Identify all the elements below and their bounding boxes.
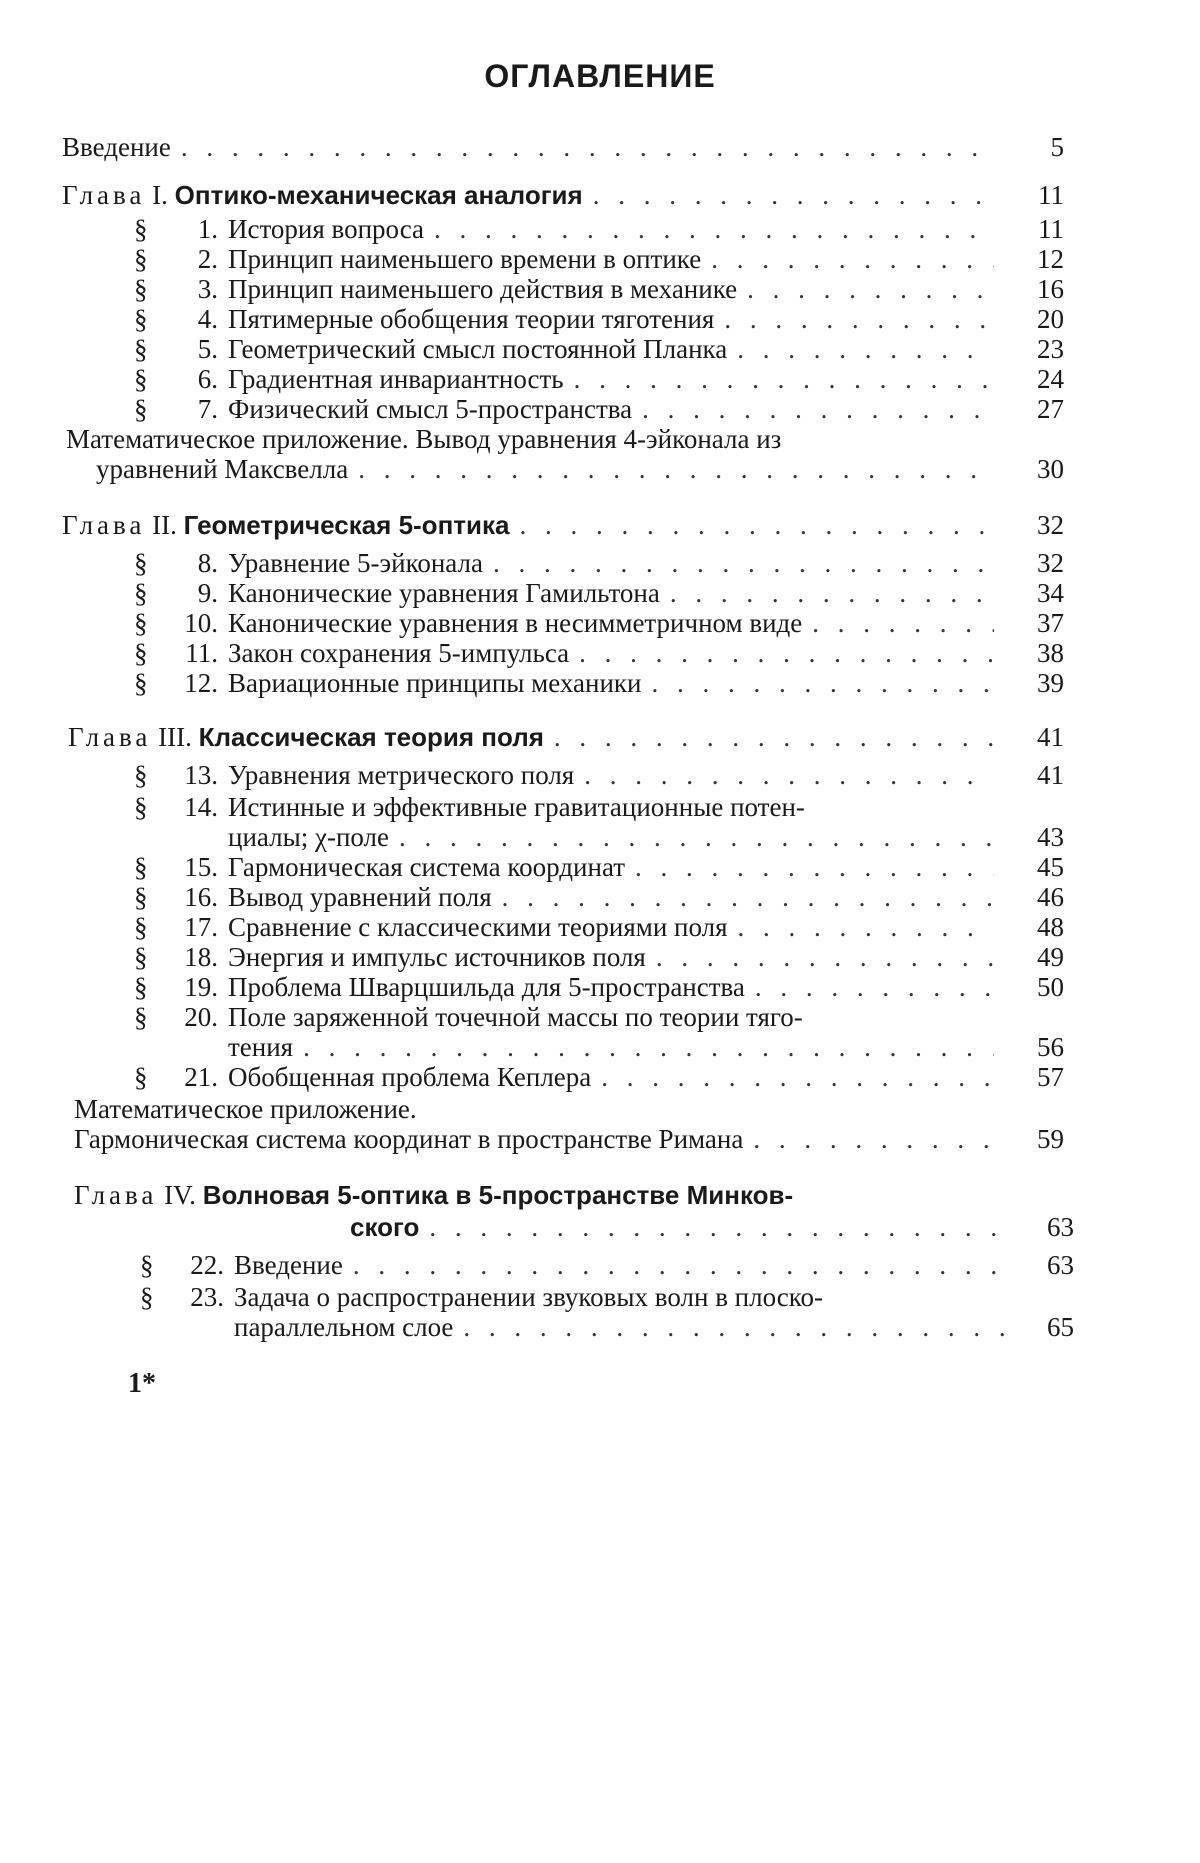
dot-leader [181, 132, 994, 162]
section-number: 20. [184, 1002, 218, 1032]
toc-chapter-2 [62, 510, 1064, 540]
entry-title: Градиентная инвариантность [228, 364, 564, 394]
entry-title: Уравнение 5-эйконала [228, 548, 483, 578]
page-number: 38 [1037, 638, 1064, 668]
toc-entry [140, 1250, 1074, 1280]
dot-leader [399, 822, 994, 852]
section-sign: § [134, 972, 148, 1002]
entry-title: Поле заряженной точечной массы по теории тяго- [228, 1002, 803, 1032]
chapter-prefix: Глава [62, 180, 146, 210]
section-number: 11. [185, 638, 218, 668]
entry-title-continued: циалы; χ-поле [228, 822, 390, 852]
page-number: 48 [1037, 912, 1064, 942]
toc-entry [134, 668, 1064, 698]
section-number: 3. [197, 274, 218, 304]
section-sign: § [134, 548, 148, 578]
entry-title: Энергия и импульс источников поля [228, 942, 646, 972]
entry-title: Канонические уравнения Гамильтона [228, 578, 660, 608]
entry-title: Физический смысл 5-пространства [228, 394, 633, 424]
section-sign: § [140, 1250, 154, 1280]
section-sign: § [140, 1282, 154, 1312]
toc-chapter-4-continued [350, 1212, 1074, 1242]
page-number: 59 [1037, 1124, 1064, 1154]
appendix-line-1: Математическое приложение. [74, 1094, 417, 1124]
toc-entry [134, 912, 1064, 942]
page-number: 56 [1037, 1032, 1064, 1062]
toc-entry [134, 578, 1064, 608]
entry-title: Введение [62, 132, 171, 162]
toc-entry [134, 608, 1064, 638]
dot-leader [434, 214, 994, 244]
section-number: 15. [184, 852, 218, 882]
toc-chapter-1 [62, 180, 1064, 210]
dot-leader [429, 1212, 1004, 1242]
page-number: 41 [1037, 760, 1064, 790]
page-number: 46 [1037, 882, 1064, 912]
section-number: 8. [197, 548, 218, 578]
page-number: 32 [1037, 510, 1064, 540]
section-number: 22. [190, 1250, 224, 1280]
page-number: 63 [1047, 1212, 1074, 1242]
toc-entry-continued [234, 1312, 1074, 1342]
toc-entry [134, 394, 1064, 424]
toc-entry-continued [228, 822, 1064, 852]
toc-chapter-4 [74, 1180, 793, 1210]
page-number: 39 [1037, 668, 1064, 698]
page-number: 20 [1037, 304, 1064, 334]
entry-title: Проблема Шварцшильда для 5-пространства [228, 972, 745, 1002]
section-sign: § [134, 638, 148, 668]
section-number: 9. [197, 578, 218, 608]
page-number: 32 [1037, 548, 1064, 578]
page-number: 57 [1037, 1062, 1064, 1092]
section-number: 1. [197, 214, 218, 244]
toc-entry [134, 972, 1064, 1002]
dot-leader [593, 180, 994, 210]
chapter-title: Оптико-механическая аналогия [174, 180, 583, 210]
section-sign: § [134, 852, 148, 882]
page-number: 16 [1037, 274, 1064, 304]
section-number: 6. [197, 364, 218, 394]
page-number: 43 [1037, 822, 1064, 852]
toc-entry-intro [62, 132, 1064, 162]
page-number: 63 [1047, 1250, 1074, 1280]
entry-title: Принцип наименьшего действия в механике [228, 274, 738, 304]
toc-entry-appendix-2 [74, 1124, 1064, 1154]
entry-title-continued: тения [228, 1032, 294, 1062]
section-number: 5. [197, 334, 218, 364]
page-number: 45 [1037, 852, 1064, 882]
dot-leader [303, 1032, 994, 1062]
chapter-title: Волновая 5-оптика в 5-пространстве Минков- [202, 1180, 794, 1210]
chapter-prefix: Глава [62, 510, 146, 540]
dot-leader [753, 1124, 994, 1154]
toc-entry [134, 244, 1064, 274]
dot-leader [812, 608, 994, 638]
section-number: 10. [184, 608, 218, 638]
toc-entry [134, 304, 1064, 334]
section-number: 12. [184, 668, 218, 698]
page-title: ОГЛАВЛЕНИЕ [484, 58, 716, 94]
page-number: 34 [1037, 578, 1064, 608]
entry-title: Введение [234, 1250, 343, 1280]
dot-leader [642, 394, 994, 424]
section-sign: § [134, 882, 148, 912]
toc-entry-multiline [140, 1282, 823, 1312]
entry-title: Закон сохранения 5-импульса [228, 638, 570, 668]
dot-leader [755, 972, 994, 1002]
section-number: 2. [197, 244, 218, 274]
dot-leader [579, 638, 994, 668]
section-number: 17. [184, 912, 218, 942]
page-number: 41 [1037, 722, 1064, 752]
section-sign: § [134, 760, 148, 790]
chapter-title: Геометрическая 5-оптика [183, 510, 510, 540]
section-number: 16. [184, 882, 218, 912]
section-sign: § [134, 364, 148, 394]
page-number: 12 [1037, 244, 1064, 274]
dot-leader [554, 722, 994, 752]
chapter-number: II. [152, 510, 177, 540]
section-sign: § [134, 942, 148, 972]
dot-leader [635, 852, 994, 882]
dot-leader [502, 882, 994, 912]
chapter-title: Классическая теория поля [198, 722, 544, 752]
dot-leader [738, 912, 994, 942]
appendix-line-1: Математическое приложение. Вывод уравнения 4-эйконала из [66, 424, 782, 454]
dot-leader [737, 334, 994, 364]
page-number: 5 [1050, 132, 1064, 162]
dot-leader [747, 274, 994, 304]
toc-entry [134, 852, 1064, 882]
page-number: 50 [1037, 972, 1064, 1002]
page-number: 65 [1047, 1312, 1074, 1342]
section-sign: § [134, 608, 148, 638]
entry-title: Уравнения метрического поля [228, 760, 575, 790]
dot-leader [574, 364, 994, 394]
section-sign: § [134, 304, 148, 334]
chapter-number: IV. [164, 1180, 196, 1210]
entry-title: Истинные и эффективные гравитационные потен- [228, 792, 805, 822]
section-number: 18. [184, 942, 218, 972]
entry-title: Обобщенная проблема Кеплера [228, 1062, 592, 1092]
entry-title: уравнений Максвелла [96, 454, 349, 484]
section-sign: § [134, 792, 148, 822]
toc-entry [134, 364, 1064, 394]
section-sign: § [134, 1002, 148, 1032]
toc-entry [134, 882, 1064, 912]
section-number: 23. [190, 1282, 224, 1312]
page-number: 37 [1037, 608, 1064, 638]
section-sign: § [134, 912, 148, 942]
entry-title: Сравнение с классическими теориями поля [228, 912, 728, 942]
entry-title: Задача о распространении звуковых волн в плоско- [234, 1282, 824, 1312]
section-number: 13. [184, 760, 218, 790]
toc-chapter-3 [68, 722, 1064, 752]
section-sign: § [134, 274, 148, 304]
toc-entry [134, 548, 1064, 578]
chapter-number: I. [152, 180, 168, 210]
dot-leader [652, 668, 995, 698]
dot-leader [711, 244, 994, 274]
section-number: 14. [184, 792, 218, 822]
entry-title: Канонические уравнения в несимметричном виде [228, 608, 803, 638]
entry-title: Гармоническая система координат [228, 852, 626, 882]
page-number: 24 [1037, 364, 1064, 394]
page-number: 11 [1038, 214, 1064, 244]
page-number: 11 [1038, 180, 1064, 210]
entry-title: История вопроса [228, 214, 425, 244]
section-sign: § [134, 214, 148, 244]
chapter-number: III. [158, 722, 192, 752]
dot-leader [358, 454, 994, 484]
dot-leader [724, 304, 994, 334]
dot-leader [670, 578, 994, 608]
entry-title: Вывод уравнений поля [228, 882, 492, 912]
toc-entry [134, 638, 1064, 668]
dot-leader [493, 548, 994, 578]
section-sign: § [134, 1062, 148, 1092]
toc-entry [134, 334, 1064, 364]
section-number: 4. [197, 304, 218, 334]
section-sign: § [134, 244, 148, 274]
entry-title: Гармоническая система координат в пространстве Римана [74, 1124, 744, 1154]
toc-entry [134, 1062, 1064, 1092]
dot-leader [601, 1062, 994, 1092]
section-number: 19. [184, 972, 218, 1002]
page-number: 30 [1037, 454, 1064, 484]
entry-title-continued: параллельном слое [234, 1312, 454, 1342]
entry-title: Пятимерные обобщения теории тяготения [228, 304, 715, 334]
toc-entry [134, 274, 1064, 304]
chapter-title-continued: ского [350, 1212, 420, 1242]
section-sign: § [134, 578, 148, 608]
entry-title: Вариационные принципы механики [228, 668, 642, 698]
dot-leader [463, 1312, 1004, 1342]
section-sign: § [134, 394, 148, 424]
section-sign: § [134, 334, 148, 364]
section-sign: § [134, 668, 148, 698]
toc-entry-multiline [134, 1002, 803, 1032]
section-number: 21. [184, 1062, 218, 1092]
entry-title: Принцип наименьшего времени в оптике [228, 244, 702, 274]
toc-entry [134, 942, 1064, 972]
dot-leader [656, 942, 994, 972]
toc-entry-continued [228, 1032, 1064, 1062]
section-number: 7. [197, 394, 218, 424]
toc-entry [134, 760, 1064, 790]
dot-leader [353, 1250, 1004, 1280]
toc-entry [134, 214, 1064, 244]
chapter-prefix: Глава [74, 1180, 158, 1210]
dot-leader [519, 510, 994, 540]
entry-title: Геометрический смысл постоянной Планка [228, 334, 728, 364]
page-number: 27 [1037, 394, 1064, 424]
page-number: 23 [1037, 334, 1064, 364]
dot-leader [584, 760, 994, 790]
toc-entry-multiline [134, 792, 805, 822]
signature-mark: 1* [128, 1368, 156, 1399]
chapter-prefix: Глава [68, 722, 152, 752]
page-number: 49 [1037, 942, 1064, 972]
toc-entry-appendix-1 [96, 454, 1064, 484]
